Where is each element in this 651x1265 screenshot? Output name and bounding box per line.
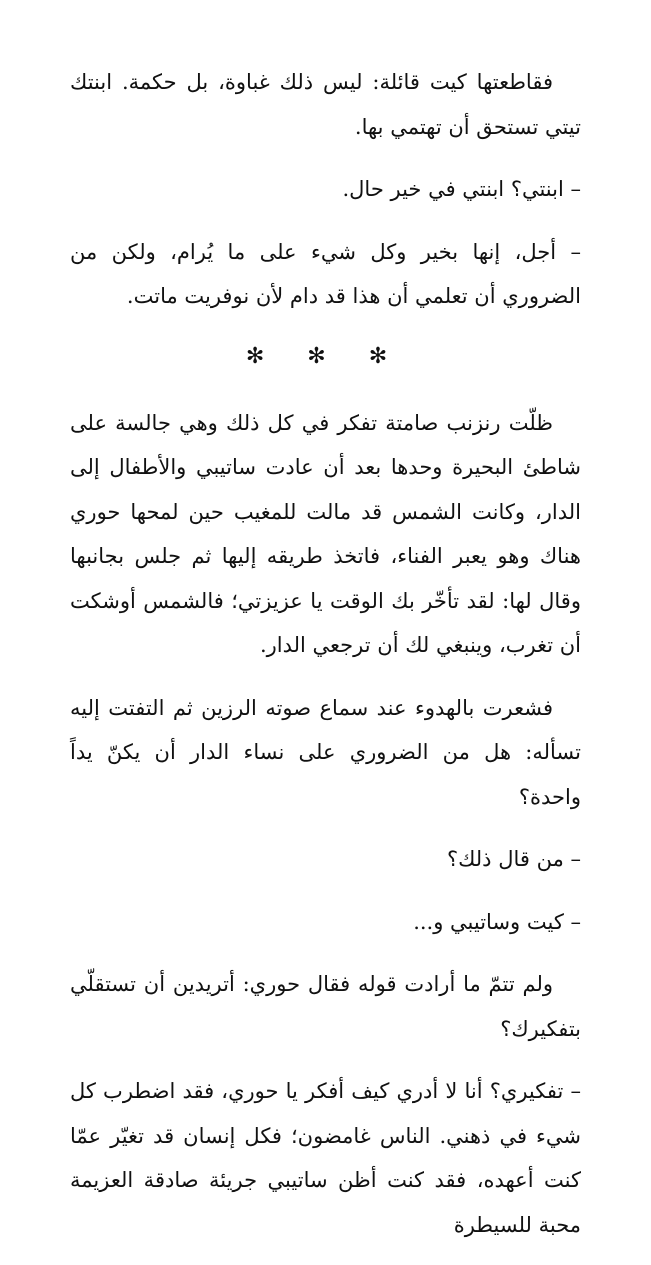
paragraph-dialogue-my-daughter: – ابنتي؟ ابنتي في خير حال.: [342, 177, 581, 201]
section-separator: ✻ ✻ ✻: [245, 343, 406, 369]
book-page: [70, 60, 581, 1265]
paragraph-dialogue-who-said: – من قال ذلك؟: [446, 847, 581, 871]
paragraph-kait-interrupts: فقاطعتها كيت قائلة: ليس ذلك غباوة، بل حكمة. ابنتك تيتي تستحق أن تهتمي بها.: [70, 70, 581, 139]
paragraph-dialogue-kait-and-satipy: – كيت وساتيبي و...: [413, 909, 581, 934]
paragraph-renisenb-silent: ظلّت رنزنب صامتة تفكر في كل ذلك وهي جالسة على شاطئ البحيرة وحدها بعد أن عادت ساتيبي والأطفال إلى الدار، وكانت الشمس قد مالت للمغيب حين لمحها حوري هناك وهو يعبر الفناء، فاتخذ طريقه إليها ثم جلس بجانبها وقال لها: لقد تأخّر بك الوقت يا عزيزتي؛ فالشمس أوشكت أن تغرب، وينبغي لك أن ترجعي الدار.: [70, 410, 581, 657]
paragraph-dialogue-my-thinking: – تفكيري؟ أنا لا أدري كيف أفكر يا حوري، فقد اضطرب كل شيء في ذهني. الناس غامضون؛ فكل إنسان قد تغيّر عمّا كنت أعهده، فقد كنت أظن ساتيبي جريئة صادقة العزيمة محبة للسيطرة: [70, 1079, 581, 1237]
paragraph-she-felt-calm: فشعرت بالهدوء عند سماع صوته الرزين ثم التفتت إليه تسأله: هل من الضروري على نساء الدار أن يكنّ يداً واحدة؟: [70, 695, 581, 809]
paragraph-hori-asks: ولم تتمّ ما أرادت قوله فقال حوري: أتريدين أن تستقلّي بتفكيرك؟: [70, 972, 581, 1041]
paragraph-dialogue-yes-she-is-fine: – أجل، إنها بخير وكل شيء على ما يُرام، ولكن من الضروري أن تعلمي أن هذا قد دام لأن نوفريت ماتت.: [70, 239, 581, 308]
